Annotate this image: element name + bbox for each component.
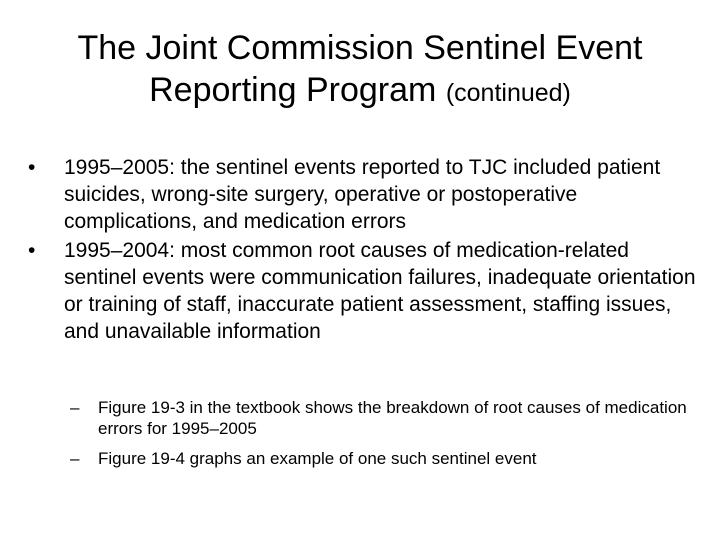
slide-title bbox=[20, 27, 700, 114]
bullet-marker: • bbox=[28, 239, 36, 262]
sub-bullet-list bbox=[70, 397, 690, 478]
bullet-item bbox=[28, 154, 700, 235]
sub-bullet-marker: – bbox=[70, 398, 80, 417]
bullet-item bbox=[28, 237, 700, 345]
sub-bullet-text: Figure 19-4 graphs an example of one such sentinel event bbox=[98, 449, 537, 468]
bullet-list bbox=[28, 154, 700, 347]
sub-bullet-text: Figure 19-3 in the textbook shows the breakdown of root causes of medication errors for 1995–2005 bbox=[98, 398, 687, 438]
bullet-marker: • bbox=[28, 156, 36, 179]
sub-bullet-marker: – bbox=[70, 449, 80, 468]
sub-bullet-item bbox=[70, 397, 690, 439]
sub-bullet-item bbox=[70, 448, 690, 469]
bullet-text: 1995–2004: most common root causes of medication-related sentinel events were communication failures, inadequate orientation or training of staff, inaccurate patient assessment, staffing issues, and unavailable information bbox=[64, 239, 696, 343]
slide-title-suffix: (continued) bbox=[445, 79, 571, 107]
bullet-text: 1995–2005: the sentinel events reported to TJC included patient suicides, wrong-site surgery, operative or postoperative complications, and medication errors bbox=[64, 156, 661, 233]
slide-title-main: The Joint Commission Sentinel Event Reporting Program bbox=[77, 29, 643, 109]
